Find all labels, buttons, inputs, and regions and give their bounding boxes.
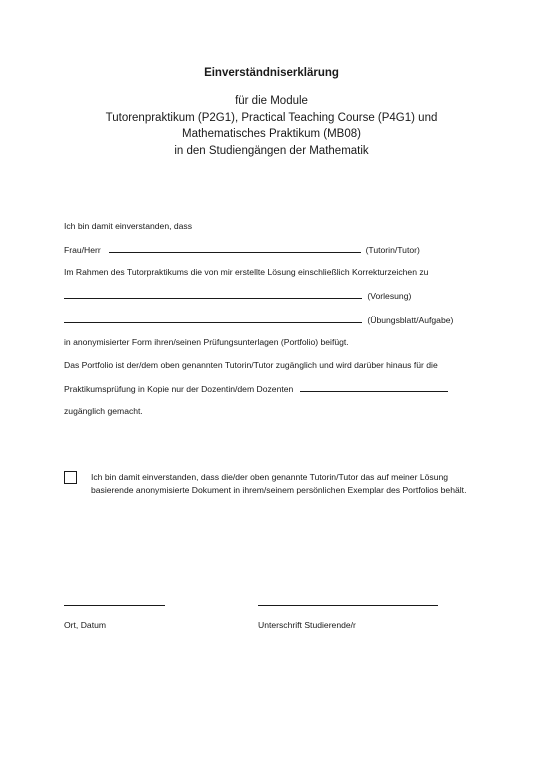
frau-herr-label: Frau/Herr — [64, 245, 101, 255]
uebung-suffix: (Übungsblatt/Aufgabe) — [367, 315, 454, 325]
dozent-field[interactable] — [300, 383, 448, 392]
signature-label: Unterschrift Studierende/r — [258, 620, 356, 630]
place-date-label: Ort, Datum — [64, 620, 107, 630]
signature-line[interactable] — [258, 605, 438, 606]
vorlesung-suffix: (Vorlesung) — [367, 291, 412, 301]
zugaenglich-text: zugänglich gemacht. — [64, 406, 143, 416]
intro-text: Ich bin damit einverstanden, dass — [64, 221, 193, 231]
consent-checkbox[interactable] — [64, 471, 77, 484]
pruefung-text: Praktikumsprüfung in Kopie nur der Dozentin/dem Dozenten — [64, 384, 294, 394]
document-title: Einverständniserklärung — [204, 67, 339, 79]
portfolio-text: Das Portfolio ist der/dem oben genannten Tutorin/Tutor zugänglich und wird darüber hinaus für die — [64, 360, 438, 370]
uebung-row — [64, 314, 453, 325]
uebung-field[interactable] — [64, 314, 362, 323]
subtitle-line: für die Module — [235, 95, 308, 107]
vorlesung-field[interactable] — [64, 290, 362, 299]
document-subtitle — [0, 93, 543, 159]
tutor-suffix: (Tutorin/Tutor) — [365, 245, 420, 255]
frau-herr-row — [64, 244, 420, 255]
pruefung-row — [64, 383, 448, 394]
consent-text: Ich bin damit einverstanden, dass die/der oben genannte Tutorin/Tutor das auf meiner Lösung basierende anonymisierte Dokument in ihrem/seinem persönlichen Exemplar des Portfolios behält. — [91, 472, 467, 496]
subtitle-line: in den Studiengängen der Mathematik — [174, 144, 369, 157]
rahmen-text: Im Rahmen des Tutorpraktikums die von mir erstellte Lösung einschließlich Korrekturzeichen zu — [64, 267, 429, 277]
subtitle-line: Mathematisches Praktikum (MB08) — [182, 128, 361, 140]
subtitle-line: Tutorenpraktikum (P2G1), Practical Teaching Course (P4G1) und — [105, 111, 438, 124]
place-date-line[interactable] — [64, 605, 165, 606]
tutor-name-field[interactable] — [109, 244, 361, 253]
anonym-text: in anonymisierter Form ihren/seinen Prüfungsunterlagen (Portfolio) beifügt. — [64, 337, 349, 347]
vorlesung-row — [64, 290, 411, 301]
